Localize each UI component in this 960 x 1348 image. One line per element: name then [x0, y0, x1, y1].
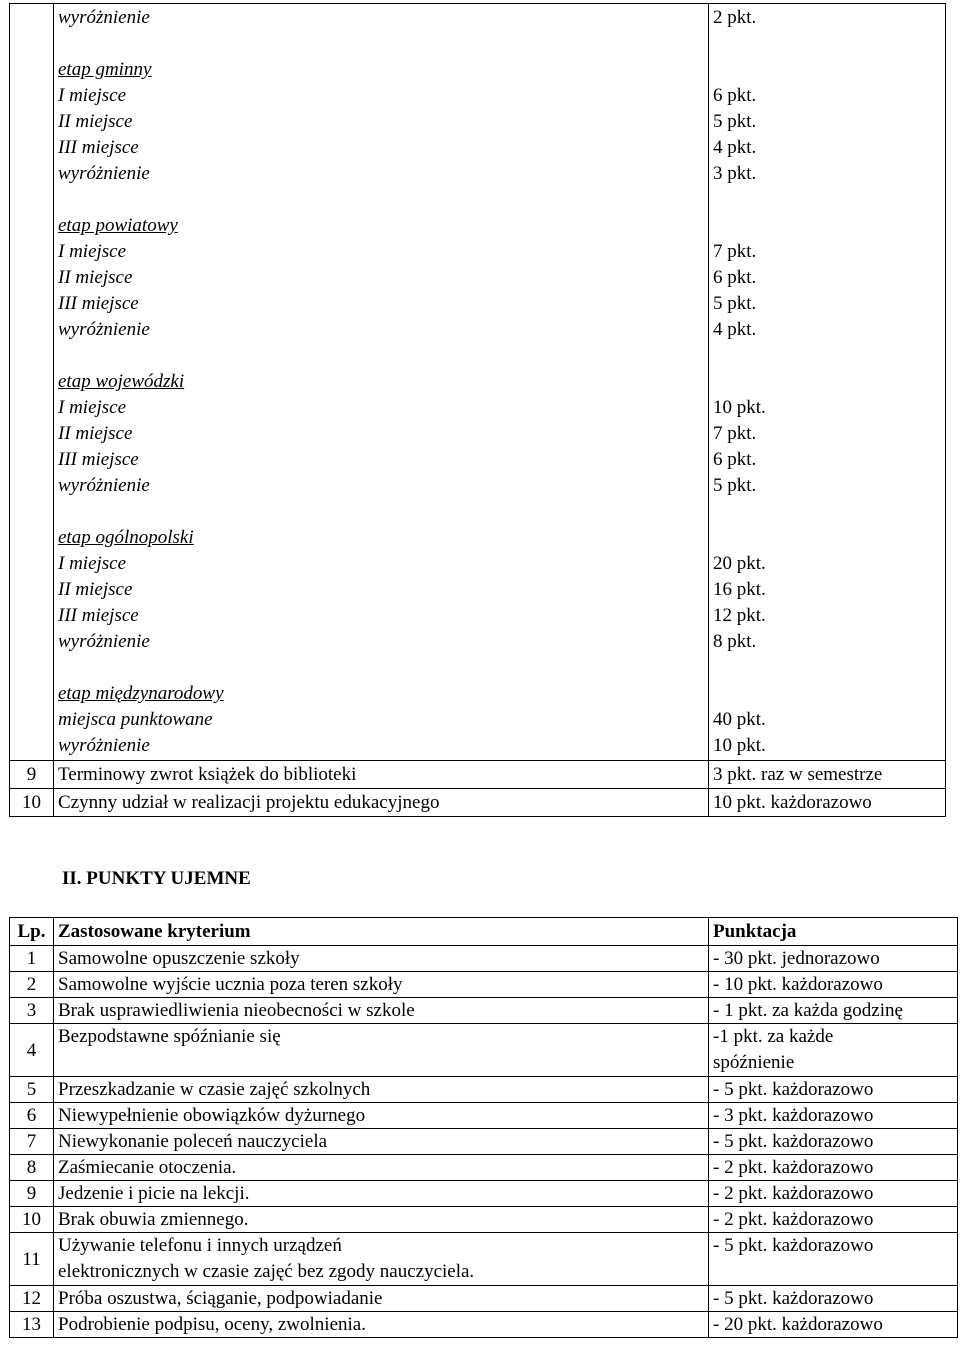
criterion-text: elektronicznych w czasie zajęć bez zgody nauczyciela.	[58, 1261, 475, 1282]
lp-cell: 10	[10, 789, 54, 817]
contest-points-value: 6 pkt.	[713, 267, 757, 288]
criterion-text: Próba oszustwa, ściąganie, podpowiadanie	[58, 1288, 383, 1309]
table-row	[10, 1207, 958, 1233]
contest-stage-label: I miejsce	[58, 397, 127, 418]
contest-stage-label: I miejsce	[58, 553, 127, 574]
spacer	[713, 525, 941, 551]
spacer	[58, 343, 704, 369]
table-row	[10, 1286, 958, 1312]
contest-stage-label: miejsca punktowane	[58, 709, 213, 730]
contest-stage-label: etap ogólnopolski	[58, 527, 194, 548]
spacer	[713, 499, 941, 525]
criterion-text: Samowolne wyjście ucznia poza teren szkoły	[58, 974, 403, 995]
positive-points-table	[9, 3, 946, 817]
spacer	[58, 187, 704, 213]
spacer	[713, 369, 941, 395]
points-text: - 20 pkt. każdorazowo	[713, 1314, 883, 1335]
table-row	[10, 998, 958, 1024]
points-cell	[709, 1077, 958, 1103]
criterion-cell	[54, 1077, 709, 1103]
spacer	[58, 31, 704, 57]
lp-cell: 8	[10, 1155, 54, 1181]
contest-points-value: 10 pkt.	[713, 735, 766, 756]
criterion-cell: Terminowy zwrot książek do biblioteki	[54, 761, 709, 789]
criterion-cell	[54, 1024, 709, 1077]
contest-points-cell	[709, 4, 946, 761]
criterion-text: Brak usprawiedliwienia nieobecności w szkole	[58, 1000, 415, 1021]
lp-cell: 3	[10, 998, 54, 1024]
contest-stage-label: II miejsce	[58, 579, 133, 600]
contest-points-value: 7 pkt.	[713, 241, 757, 262]
spacer	[713, 213, 941, 239]
spacer	[58, 655, 704, 681]
lp-cell	[10, 4, 54, 761]
contest-stages-cell	[54, 4, 709, 761]
criterion-text: Zaśmiecanie otoczenia.	[58, 1157, 237, 1178]
points-text: - 5 pkt. każdorazowo	[713, 1079, 874, 1100]
criterion-cell	[54, 972, 709, 998]
contest-stage-label: etap międzynarodowy	[58, 683, 224, 704]
points-text: - 2 pkt. każdorazowo	[713, 1157, 874, 1178]
criterion-cell	[54, 1233, 709, 1286]
criterion-text: Niewypełnienie obowiązków dyżurnego	[58, 1105, 366, 1126]
table-row	[10, 1233, 958, 1286]
criterion-text: Niewykonanie poleceń nauczyciela	[58, 1131, 328, 1152]
table-row	[10, 761, 946, 789]
table-row	[10, 1129, 958, 1155]
spacer	[713, 655, 941, 681]
criterion-cell	[54, 1103, 709, 1129]
contest-points-value: 5 pkt.	[713, 475, 757, 496]
contest-points-value: 3 pkt.	[713, 163, 757, 184]
contest-stage-label: wyróżnienie	[58, 319, 150, 340]
points-cell	[709, 998, 958, 1024]
table-row	[10, 789, 946, 817]
table-row	[10, 1024, 958, 1077]
contest-stage-label: III miejsce	[58, 605, 139, 626]
criterion-cell	[54, 1129, 709, 1155]
lp-cell: 10	[10, 1207, 54, 1233]
points-cell	[709, 1181, 958, 1207]
column-header-points: Punktacja	[709, 918, 958, 946]
contest-points-value: 2 pkt.	[713, 7, 757, 28]
points-cell: 3 pkt. raz w semestrze	[709, 761, 946, 789]
lp-cell: 6	[10, 1103, 54, 1129]
contest-stage-label: etap powiatowy	[58, 215, 178, 236]
table-row	[10, 972, 958, 998]
criterion-cell	[54, 998, 709, 1024]
criterion-cell	[54, 1286, 709, 1312]
contest-stage-label: III miejsce	[58, 449, 139, 470]
criterion-cell	[54, 1181, 709, 1207]
column-header-criterion: Zastosowane kryterium	[54, 918, 709, 946]
criterion-text: Przeszkadzanie w czasie zajęć szkolnych	[58, 1079, 371, 1100]
contest-points-value: 5 pkt.	[713, 111, 757, 132]
spacer	[713, 57, 941, 83]
criterion-cell: Czynny udział w realizacji projektu edukacyjnego	[54, 789, 709, 817]
contest-stage-label: III miejsce	[58, 293, 139, 314]
criterion-cell	[54, 1155, 709, 1181]
spacer	[713, 343, 941, 369]
contest-points-value: 10 pkt.	[713, 397, 766, 418]
criterion-text: Brak obuwia zmiennego.	[58, 1209, 249, 1230]
criterion-text: Samowolne opuszczenie szkoły	[58, 948, 300, 969]
contest-stage-label: wyróżnienie	[58, 475, 150, 496]
spacer	[713, 31, 941, 57]
contest-row	[10, 4, 946, 761]
criterion-text: Używanie telefonu i innych urządzeń	[58, 1235, 342, 1256]
points-text: - 5 pkt. każdorazowo	[713, 1288, 874, 1309]
lp-cell: 9	[10, 1181, 54, 1207]
lp-cell: 11	[10, 1233, 54, 1286]
contest-points-value: 12 pkt.	[713, 605, 766, 626]
points-cell	[709, 1103, 958, 1129]
criterion-text: Jedzenie i picie na lekcji.	[58, 1183, 250, 1204]
lp-cell: 7	[10, 1129, 54, 1155]
contest-stage-label: I miejsce	[58, 241, 127, 262]
points-cell	[709, 1233, 958, 1286]
contest-points-value: 6 pkt.	[713, 85, 757, 106]
points-cell: 10 pkt. każdorazowo	[709, 789, 946, 817]
contest-points-value: 20 pkt.	[713, 553, 766, 574]
points-cell	[709, 1207, 958, 1233]
table-row	[10, 1181, 958, 1207]
points-text: -1 pkt. za każde	[713, 1026, 834, 1047]
table-header-row	[10, 918, 958, 946]
contest-points-value: 4 pkt.	[713, 137, 757, 158]
points-cell	[709, 1024, 958, 1077]
table-row	[10, 946, 958, 972]
spacer	[713, 187, 941, 213]
contest-stage-label: wyróżnienie	[58, 7, 150, 28]
table-row	[10, 1155, 958, 1181]
points-text: - 30 pkt. jednorazowo	[713, 948, 880, 969]
contest-stage-label: wyróżnienie	[58, 735, 150, 756]
contest-points-value: 4 pkt.	[713, 319, 757, 340]
positive-rows	[10, 761, 946, 817]
table-row	[10, 1103, 958, 1129]
criterion-cell	[54, 946, 709, 972]
criterion-text: Podrobienie podpisu, oceny, zwolnienia.	[58, 1314, 366, 1335]
points-text: - 1 pkt. za każda godzinę	[713, 1000, 903, 1021]
spacer	[713, 681, 941, 707]
points-text: spóźnienie	[713, 1052, 795, 1073]
contest-stage-label: etap wojewódzki	[58, 371, 185, 392]
points-cell	[709, 946, 958, 972]
contest-points-value: 6 pkt.	[713, 449, 757, 470]
contest-stage-label: etap gminny	[58, 59, 152, 80]
contest-points-list	[713, 5, 941, 759]
negative-points-table	[9, 917, 958, 1338]
points-text: - 2 pkt. każdorazowo	[713, 1183, 874, 1204]
negative-rows	[10, 946, 958, 1338]
points-text: - 3 pkt. każdorazowo	[713, 1105, 874, 1126]
section-heading: II. PUNKTY UJEMNE	[62, 868, 251, 889]
lp-cell: 9	[10, 761, 54, 789]
lp-cell: 2	[10, 972, 54, 998]
contest-points-value: 16 pkt.	[713, 579, 766, 600]
lp-cell: 12	[10, 1286, 54, 1312]
lp-cell: 4	[10, 1024, 54, 1077]
lp-cell: 1	[10, 946, 54, 972]
contest-stage-label: II miejsce	[58, 267, 133, 288]
points-cell	[709, 1129, 958, 1155]
contest-stages-list	[58, 5, 704, 759]
spacer	[58, 499, 704, 525]
points-cell	[709, 972, 958, 998]
table-row	[10, 1077, 958, 1103]
criterion-text: Bezpodstawne spóźnianie się	[58, 1026, 281, 1047]
criterion-cell	[54, 1207, 709, 1233]
points-cell	[709, 1312, 958, 1338]
contest-stage-label: I miejsce	[58, 85, 127, 106]
contest-stage-label: II miejsce	[58, 423, 133, 444]
lp-cell: 13	[10, 1312, 54, 1338]
criterion-cell	[54, 1312, 709, 1338]
contest-stage-label: wyróżnienie	[58, 631, 150, 652]
column-header-lp: Lp.	[10, 918, 54, 946]
points-text: - 2 pkt. każdorazowo	[713, 1209, 874, 1230]
lp-cell: 5	[10, 1077, 54, 1103]
points-text: - 10 pkt. każdorazowo	[713, 974, 883, 995]
points-text: - 5 pkt. każdorazowo	[713, 1131, 874, 1152]
contest-stage-label: III miejsce	[58, 137, 139, 158]
points-text: - 5 pkt. każdorazowo	[713, 1235, 874, 1256]
contest-points-value: 7 pkt.	[713, 423, 757, 444]
contest-points-value: 8 pkt.	[713, 631, 757, 652]
points-cell	[709, 1286, 958, 1312]
contest-stage-label: II miejsce	[58, 111, 133, 132]
contest-stage-label: wyróżnienie	[58, 163, 150, 184]
contest-points-value: 5 pkt.	[713, 293, 757, 314]
contest-points-value: 40 pkt.	[713, 709, 766, 730]
points-cell	[709, 1155, 958, 1181]
table-row	[10, 1312, 958, 1338]
